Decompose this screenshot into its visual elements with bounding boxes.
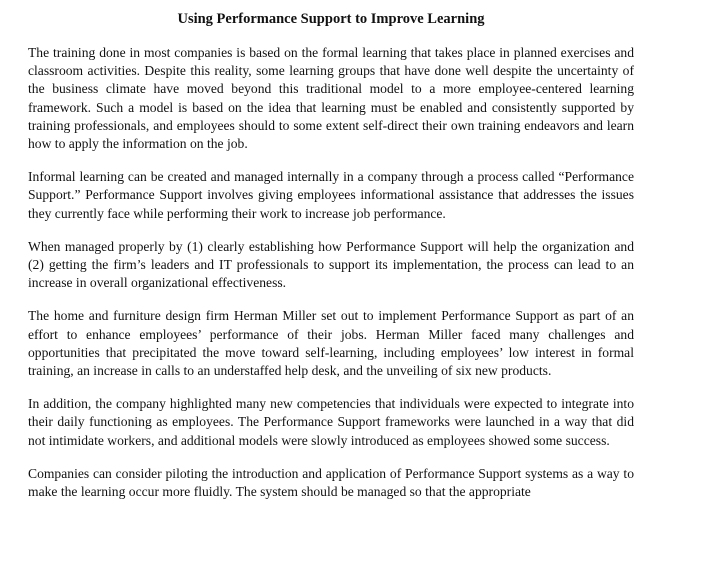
paragraph-managed-properly: When managed properly by (1) clearly establishing how Performance Support will help the organization and (2) getting the firm’s leaders and IT professionals to support its implementation, the process can lead to an increase in overall organizational effectiveness. [28, 238, 634, 291]
document-title: Using Performance Support to Improve Learning [177, 11, 485, 27]
paragraph-formal-training: The training done in most companies is based on the formal learning that takes place in planned exercises and classroom activities. Despite this reality, some learning groups that have done well despite the uncertainty of the business climate have moved beyond this traditional model to a more employee-centered learning framework. Such a model is based on the idea that learning must be enabled and consistently supported by training professionals, and employees should to some extent self-direct their own training endeavors and learn how to apply the information on the job. [28, 45, 634, 152]
document-page [28, 9, 634, 501]
paragraph-herman-miller: The home and furniture design firm Herman Miller set out to implement Performance Support as part of an effort to enhance employees’ performance of their jobs. Herman Miller faced many challenges and opportunities that precipitated the move toward self-learning, including employees’ low interest in formal training, an increase in calls to an understaffed help desk, and the unveiling of six new products. [28, 308, 634, 379]
paragraph-piloting: Companies can consider piloting the introduction and application of Performance Support systems as a way to make the learning occur more fluidly. The system should be managed so that the appropriate [28, 465, 634, 500]
paragraph-competencies: In addition, the company highlighted many new competencies that individuals were expected to integrate into their daily functioning as employees. The Performance Support frameworks were launched in a way that did not intimidate workers, and additional models were slowly introduced as employees showed some success. [28, 396, 634, 448]
paragraph-informal-learning: Informal learning can be created and managed internally in a company through a process called “Performance Support.” Performance Support involves giving employees informational assistance that addresses the issues they currently face while performing their work to increase job performance. [28, 169, 634, 221]
